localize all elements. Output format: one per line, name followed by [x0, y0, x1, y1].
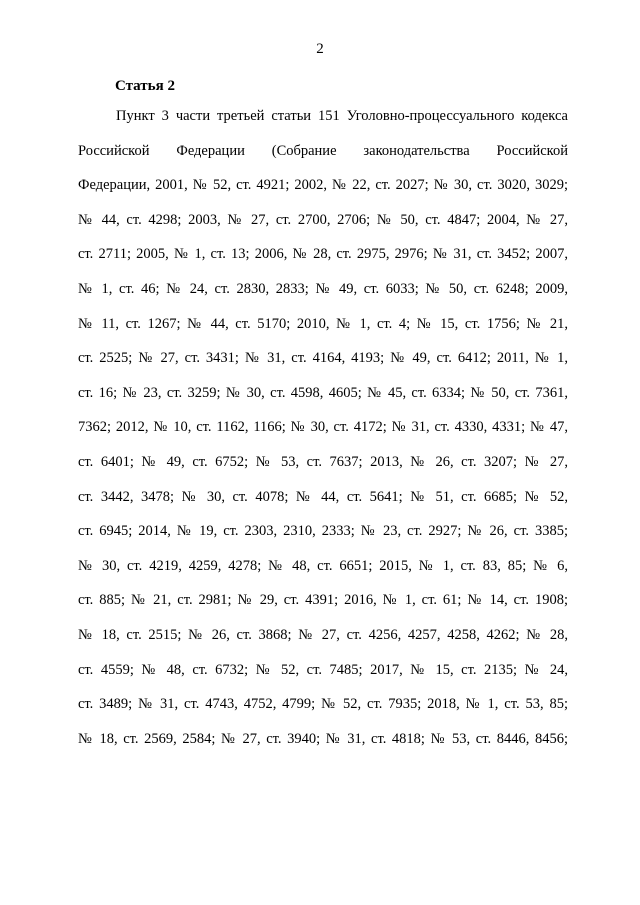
text-line: Пункт 3 части третьей статьи 151 Уголовно-процессуального кодекса	[116, 108, 568, 124]
article-heading: Статья 2	[115, 78, 175, 94]
text-line: Федерации, 2001, № 52, ст. 4921; 2002, № 22, ст. 2027; № 30, ст. 3020, 3029;	[78, 177, 568, 194]
text-line: № 18, ст. 2569, 2584; № 27, ст. 3940; № 31, ст. 4818; № 53, ст. 8446, 8456;	[78, 730, 568, 747]
text-line: № 44, ст. 4298; 2003, № 27, ст. 2700, 2706; № 50, ст. 4847; 2004, № 27,	[78, 211, 568, 228]
text-line: ст. 16; № 23, ст. 3259; № 30, ст. 4598, 4605; № 45, ст. 6334; № 50, ст. 7361,	[78, 384, 568, 401]
text-line: ст. 6401; № 49, ст. 6752; № 53, ст. 7637; 2013, № 26, ст. 3207; № 27,	[78, 453, 568, 470]
text-line: 7362; 2012, № 10, ст. 1162, 1166; № 30, ст. 4172; № 31, ст. 4330, 4331; № 47,	[78, 419, 568, 436]
text-line: Российской Федерации (Собрание законодательства Российской	[78, 142, 568, 159]
page-number: 2	[316, 41, 324, 57]
text-line: № 30, ст. 4219, 4259, 4278; № 48, ст. 6651; 2015, № 1, ст. 83, 85; № 6,	[78, 557, 568, 574]
text-line: ст. 2711; 2005, № 1, ст. 13; 2006, № 28, ст. 2975, 2976; № 31, ст. 3452; 2007,	[78, 246, 568, 263]
text-line: ст. 2525; № 27, ст. 3431; № 31, ст. 4164, 4193; № 49, ст. 6412; 2011, № 1,	[78, 350, 568, 367]
text-line: № 11, ст. 1267; № 44, ст. 5170; 2010, № 1, ст. 4; № 15, ст. 1756; № 21,	[78, 315, 568, 332]
text-line: ст. 4559; № 48, ст. 6732; № 52, ст. 7485; 2017, № 15, ст. 2135; № 24,	[78, 661, 568, 678]
text-line: № 1, ст. 46; № 24, ст. 2830, 2833; № 49, ст. 6033; № 50, ст. 6248; 2009,	[78, 280, 568, 297]
text-line: № 18, ст. 2515; № 26, ст. 3868; № 27, ст. 4256, 4257, 4258, 4262; № 28,	[78, 626, 568, 643]
text-line: ст. 885; № 21, ст. 2981; № 29, ст. 4391; 2016, № 1, ст. 61; № 14, ст. 1908;	[78, 592, 568, 609]
text-line: ст. 6945; 2014, № 19, ст. 2303, 2310, 2333; № 23, ст. 2927; № 26, ст. 3385;	[78, 523, 568, 540]
article-body	[78, 99, 568, 756]
text-line: ст. 3489; № 31, ст. 4743, 4752, 4799; № 52, ст. 7935; 2018, № 1, ст. 53, 85;	[78, 696, 568, 713]
text-line: ст. 3442, 3478; № 30, ст. 4078; № 44, ст. 5641; № 51, ст. 6685; № 52,	[78, 488, 568, 505]
